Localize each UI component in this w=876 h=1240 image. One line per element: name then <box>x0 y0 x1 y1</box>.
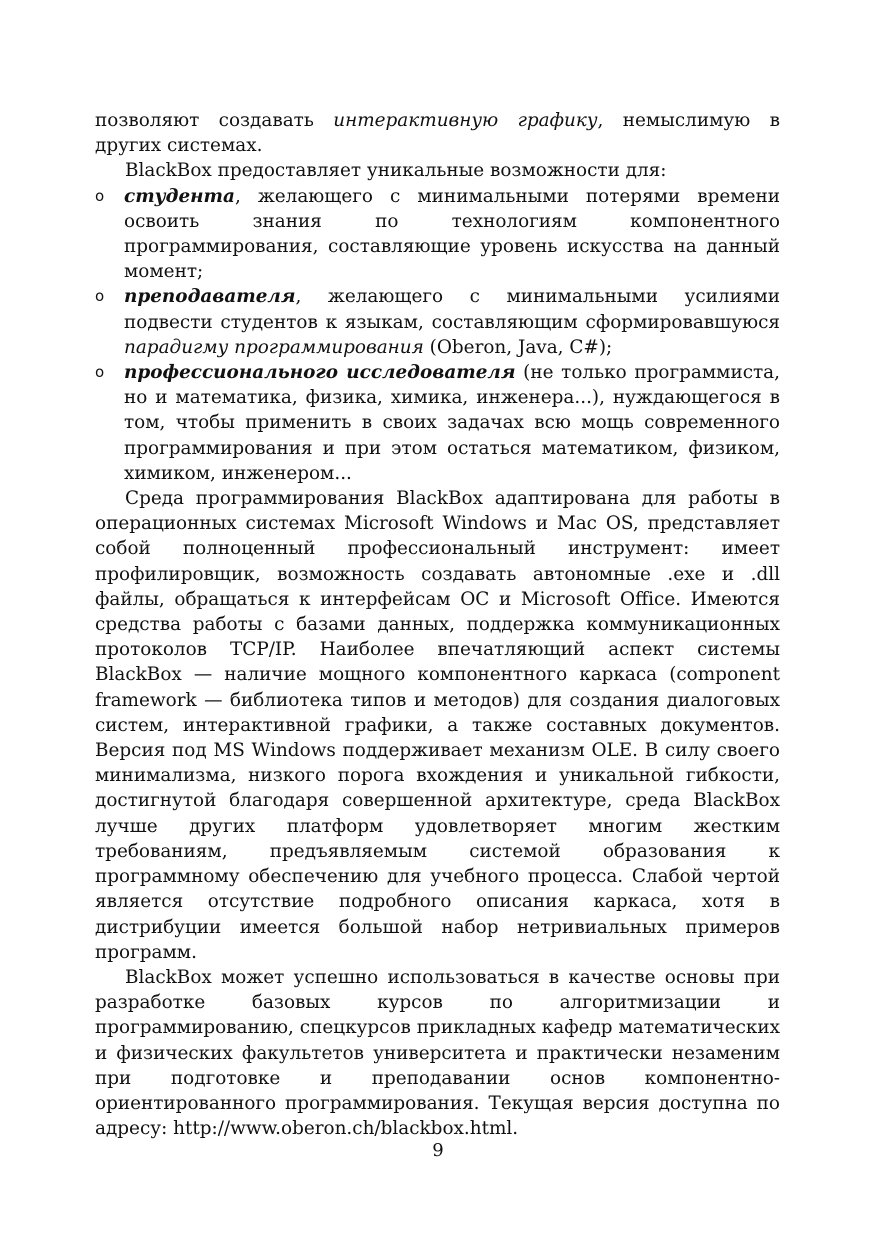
paragraph-intro <box>95 108 780 158</box>
paragraph-intro-text: позволяют создавать <box>95 110 334 131</box>
bullet-marker: o <box>95 186 105 205</box>
paragraph-usage <box>95 965 780 1141</box>
list-item-text: (не только программиста, но и математика, физика, химика, инженера...), нуждающегося в том, чтобы применить в своих задачах всю мощь современного программирования и при этом остаться математиком, физиком, химиком, инженером... <box>124 362 780 484</box>
list-item-term: профессионального исследователя <box>124 362 516 384</box>
list-item-tail: (Oberon, Java, C#); <box>423 336 613 358</box>
list-item-text: , желающего с минимальными усилиями подвести студентов к языкам, составляющим сформировавшуюся <box>124 286 780 333</box>
list-item-researcher <box>95 360 780 486</box>
list-item-student <box>95 184 780 285</box>
paragraph-usage-text: BlackBox может успешно использоваться в качестве основы при разработке базовых курсов по алгоритмизации и программированию, спецкурсов прикладных кафедр математических и физических факультетов университета и практически незаменим при подготовке и преподавании основ компонентно-ориентированного программирования. Текущая версия доступна по адресу: <box>95 966 780 1140</box>
bullet-marker: o <box>95 363 105 382</box>
blackbox-url[interactable]: http://www.oberon.ch/blackbox.html. <box>173 1118 519 1140</box>
paragraph-environment: Среда программирования BlackBox адаптирована для работы в операционных системах Microsoft Windows и Mac OS, представляет собой полноценный профессиональный инструмент: имеет профилировщик, возможность создавать автономные .exe и .dll файлы, обращаться к интерфейсам ОС и Microsoft Office. Имеются средства работы с базами данных, поддержка коммуникационных протоколов TCP/IP. Наиболее впечатляющий аспект системы BlackBox — наличие мощного компонентного каркаса (component framework — библиотека типов и методов) для создания диалоговых систем, интерактивной графики, а также составных документов. Версия под MS Windows поддерживает механизм OLE. В силу своего минимализма, низкого порога вхождения и уникальной гибкости, достигнутой благодаря совершенной архитектуре, среда BlackBox лучше других платформ удовлетворяет многим жестким требованиям, предъявляемым системой образования к программному обеспечению для учебного процесса. Слабой чертой является отсутствие подробного описания каркаса, хотя в дистрибуции имеется большой набор нетривиальных примеров программ. <box>95 488 780 963</box>
list-item-teacher <box>95 284 780 360</box>
page-body <box>95 108 780 1141</box>
list-item-text: , желающего с минимальными потерями времени освоить знания по технологиям компонентного программирования, составляющие уровень искусства на данный момент; <box>124 185 780 283</box>
list-item-term: преподавателя <box>124 286 296 308</box>
emphasis-interactive-graphics: интерактивную графику <box>333 110 598 131</box>
paragraph-intro-tail: , немыслимую в других системах. <box>95 110 780 157</box>
bullet-marker: o <box>95 287 105 306</box>
paragraph-opportunities: BlackBox предоставляет уникальные возможности для: <box>125 160 667 182</box>
page-number: 9 <box>432 1140 444 1161</box>
list-item-italic: парадигму программирования <box>124 336 424 358</box>
list-item-term: студента <box>124 185 235 207</box>
